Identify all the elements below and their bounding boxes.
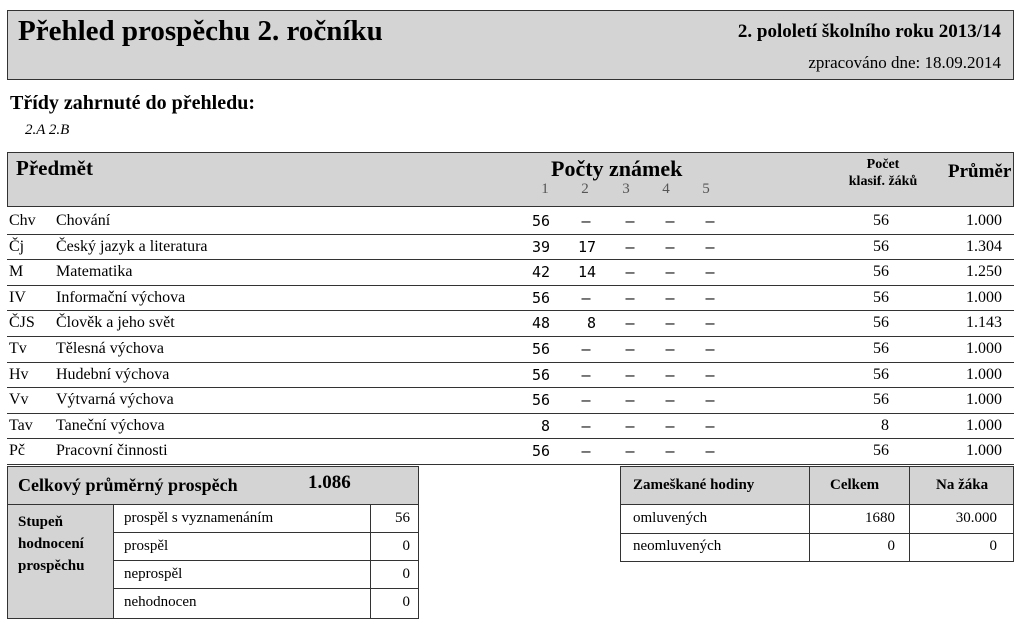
grade-number: 1 (541, 181, 549, 197)
table-row (7, 414, 1014, 440)
evaluation-level-label (8, 505, 114, 618)
table-row (7, 209, 1014, 235)
grade-count: – (625, 365, 635, 384)
grade-count: 8 (540, 416, 550, 435)
subject-name: Český jazyk a literatura (56, 237, 208, 255)
classified-count: 8 (881, 416, 889, 434)
absence-table (620, 466, 1014, 562)
grade-count: – (581, 339, 591, 358)
absence-cell (909, 533, 1013, 561)
grade-count: – (665, 442, 675, 461)
absence-row (621, 505, 1013, 534)
grade-count: – (665, 212, 675, 230)
grade-count: – (665, 237, 675, 256)
classes-list: 2.A 2.B (25, 122, 70, 138)
grade-count: – (581, 391, 591, 410)
summary-row-label: prospěl (124, 538, 169, 554)
grade-count: 17 (577, 237, 596, 256)
grade-count: – (705, 339, 715, 358)
table-row (7, 388, 1014, 414)
summary-divider (370, 561, 371, 588)
count-header-line-1: Počet (866, 157, 900, 172)
evaluation-label-line: hodnocení (18, 536, 84, 552)
subject-name: Hudební výchova (56, 365, 170, 383)
summary-row-label: nehodnocen (124, 594, 197, 610)
subject-abbreviation: Tav (9, 416, 33, 434)
absence-table-header (621, 467, 1013, 505)
grade-count: – (625, 391, 635, 410)
grades-table-body (7, 209, 1014, 465)
grade-count: – (705, 391, 715, 410)
table-row (7, 439, 1014, 465)
grade-count: – (581, 416, 591, 435)
grade-count: – (625, 339, 635, 358)
grade-count: – (665, 416, 675, 435)
grade-count: – (665, 314, 675, 333)
summary-row (114, 561, 418, 589)
subject-name: Tělesná výchova (56, 339, 164, 357)
absence-cell (621, 505, 809, 533)
grade-count: 56 (531, 442, 550, 461)
classified-count: 56 (873, 212, 889, 229)
grade-count: – (625, 288, 635, 307)
count-header-line-2: klasif. žáků (848, 174, 918, 189)
absence-header-cell (809, 467, 909, 504)
grade-count: – (665, 391, 675, 410)
subject-average: 1.000 (966, 288, 1002, 306)
grade-count: 56 (531, 339, 550, 358)
grade-count: – (581, 442, 591, 461)
grade-count: – (665, 339, 675, 358)
grade-count: 56 (531, 288, 550, 307)
grade-count: – (705, 212, 715, 230)
overall-summary (7, 466, 419, 619)
grade-count: 56 (531, 212, 550, 230)
subject-abbreviation: IV (9, 288, 26, 306)
subject-abbreviation: Vv (9, 391, 29, 409)
summary-row (114, 505, 418, 533)
grade-count: – (665, 263, 675, 282)
grade-count: 56 (531, 391, 550, 410)
grade-count: – (705, 314, 715, 333)
absence-cell (809, 533, 909, 561)
subject-abbreviation: Pč (9, 442, 25, 460)
absence-row-label: omluvených (633, 510, 708, 526)
summary-divider (370, 533, 371, 560)
subject-average: 1.000 (966, 416, 1002, 434)
classes-heading: Třídy zahrnuté do přehledu: (10, 92, 256, 114)
grade-count: 48 (531, 314, 550, 333)
summary-row-label: prospěl s vyznamenáním (124, 510, 274, 526)
grade-number: 2 (581, 181, 589, 197)
subject-name: Chování (56, 212, 111, 229)
table-row (7, 286, 1014, 312)
subject-name: Informační výchova (56, 288, 186, 306)
classified-count: 56 (873, 442, 889, 460)
summary-row (114, 589, 418, 618)
absence-cell (621, 533, 809, 561)
grade-count: – (625, 416, 635, 435)
summary-row-value: 56 (395, 510, 410, 526)
classified-count: 56 (873, 314, 889, 332)
overall-average-bar (8, 467, 418, 505)
subject-name: Výtvarná výchova (56, 391, 174, 409)
grade-count: – (625, 314, 635, 333)
subject-abbreviation: Čj (9, 237, 25, 255)
average-header: Průměr (948, 161, 1012, 182)
evaluation-label-line: Stupeň (18, 514, 64, 530)
grade-count: – (705, 237, 715, 256)
classified-count: 56 (873, 339, 889, 357)
grade-count: – (581, 212, 591, 230)
subject-average: 1.000 (966, 442, 1002, 460)
count-header (838, 156, 928, 190)
subject-average: 1.000 (966, 365, 1002, 383)
grades-table-header (7, 152, 1014, 207)
classified-count: 56 (873, 263, 889, 281)
period-label: 2. pololetí školního roku 2013/14 (737, 21, 1001, 42)
subject-abbreviation: ČJS (9, 314, 35, 332)
overall-average-label: Celkový průměrný prospěch (18, 475, 238, 495)
grade-count: 14 (577, 263, 596, 282)
absence-row-per-student: 0 (989, 538, 997, 554)
processed-date: zpracováno dne: 18.09.2014 (808, 53, 1001, 72)
subject-average: 1.304 (966, 237, 1002, 255)
evaluation-label-line: prospěchu (18, 558, 85, 574)
grade-count: – (625, 263, 635, 282)
summary-divider (370, 589, 371, 618)
report-header (7, 10, 1014, 80)
grade-count: – (665, 288, 675, 307)
absence-header-cell (909, 467, 1013, 504)
grade-count: – (705, 288, 715, 307)
page-title: Přehled prospěchu 2. ročníku (18, 15, 383, 47)
grade-number: 3 (622, 181, 630, 197)
absence-row-per-student: 30.000 (955, 510, 997, 526)
summary-row-value: 0 (402, 566, 410, 582)
subject-average: 1.143 (966, 314, 1002, 332)
summary-row (114, 533, 418, 561)
subject-average: 1.000 (966, 339, 1002, 357)
classified-count: 56 (873, 288, 889, 306)
absence-row-label: neomluvených (633, 538, 722, 554)
overall-average-value: 1.086 (308, 472, 351, 493)
grade-count: – (581, 288, 591, 307)
summary-divider (370, 505, 371, 532)
summary-row-value: 0 (402, 538, 410, 554)
subject-average: 1.250 (966, 263, 1002, 281)
grade-count: 56 (531, 365, 550, 384)
subject-header: Předmět (16, 156, 93, 180)
absence-cell (809, 505, 909, 533)
subject-abbreviation: Hv (9, 365, 29, 383)
table-row (7, 363, 1014, 389)
absence-row-total: 1680 (865, 510, 895, 526)
grade-count: – (625, 442, 635, 461)
absence-per-student-header: Na žáka (936, 477, 989, 493)
grade-number: 5 (702, 181, 710, 197)
subject-average: 1.000 (966, 391, 1002, 409)
summary-row-label: neprospěl (124, 566, 183, 582)
absence-header: Zameškané hodiny (633, 477, 755, 493)
absence-total-header: Celkem (830, 477, 880, 493)
table-row (7, 311, 1014, 337)
subject-name: Člověk a jeho svět (56, 314, 175, 332)
table-row (7, 260, 1014, 286)
grade-count: – (625, 237, 635, 256)
subject-name: Matematika (56, 263, 133, 281)
subject-name: Pracovní činnosti (56, 442, 168, 460)
table-row (7, 337, 1014, 363)
grade-count: – (625, 212, 635, 230)
absence-row-total: 0 (887, 538, 895, 554)
absence-row (621, 533, 1013, 561)
absence-header-cell (621, 467, 809, 504)
table-row (7, 235, 1014, 261)
subject-average: 1.000 (966, 212, 1002, 229)
grade-count: 42 (531, 263, 550, 282)
grade-count: – (705, 442, 715, 461)
summary-row-value: 0 (402, 594, 410, 610)
subject-abbreviation: M (9, 263, 24, 281)
grade-number: 4 (662, 181, 670, 197)
absence-cell (909, 505, 1013, 533)
subject-abbreviation: Chv (9, 212, 36, 229)
grades-header: Počty známek (551, 156, 683, 181)
grade-count: – (665, 365, 675, 384)
grade-count: – (705, 416, 715, 435)
grade-count: – (705, 365, 715, 384)
grade-count: – (581, 365, 591, 384)
grade-count: 39 (531, 237, 550, 256)
grade-count: 8 (586, 314, 596, 333)
classified-count: 56 (873, 237, 889, 255)
classified-count: 56 (873, 391, 889, 409)
subject-abbreviation: Tv (9, 339, 27, 357)
classified-count: 56 (873, 365, 889, 383)
subject-name: Taneční výchova (56, 416, 165, 434)
grade-count: – (705, 263, 715, 282)
